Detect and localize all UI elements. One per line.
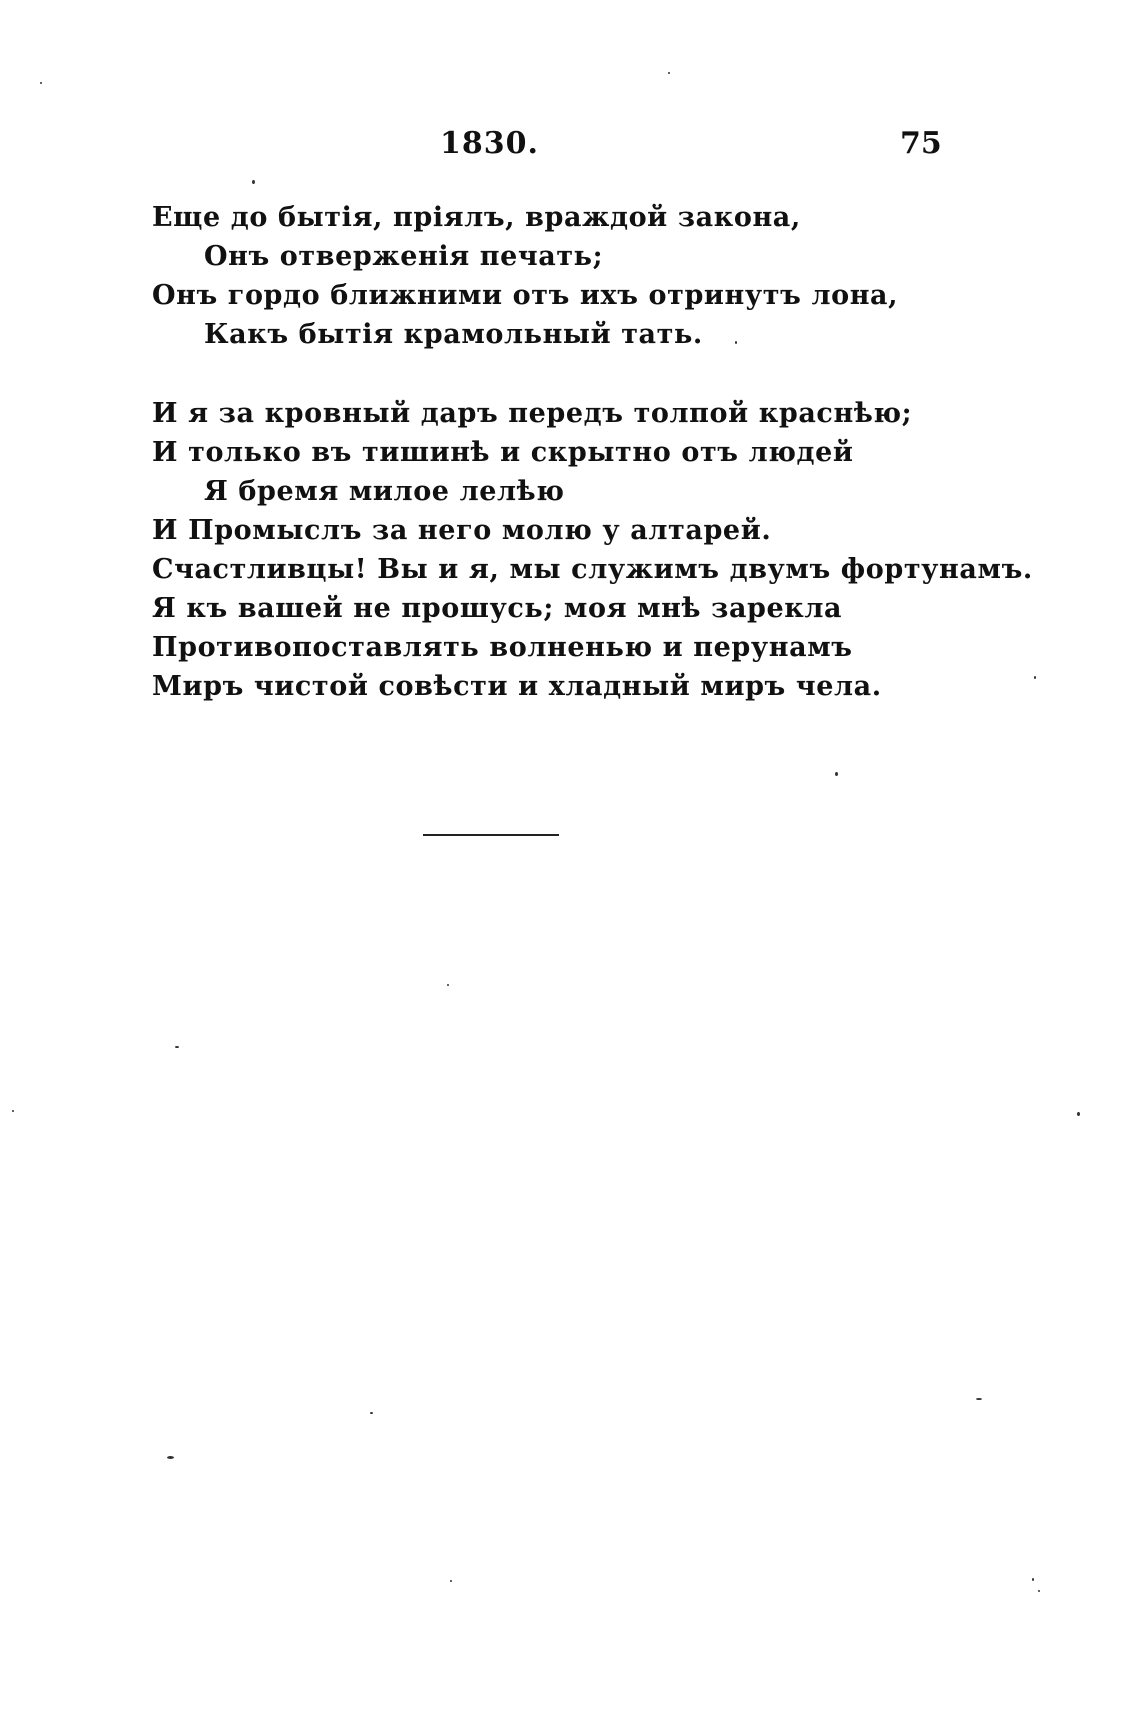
poem-line: И только въ тишинѣ и скрытно отъ людей [152, 437, 854, 468]
poem-line: Счастливцы! Вы и я, мы служимъ двумъ фортунамъ. [152, 554, 1033, 585]
scan-speck [167, 1456, 174, 1459]
scan-speck [735, 341, 737, 344]
end-rule-divider [423, 834, 559, 836]
scan-speck [1038, 1590, 1040, 1592]
page-number: 75 [900, 126, 942, 161]
scan-speck [1032, 1578, 1034, 1581]
scan-speck [1034, 676, 1036, 679]
poem-line: И я за кровный даръ передъ толпой краснѣю; [152, 398, 913, 429]
poem-line: И Промыслъ за него молю у алтарей. [152, 515, 772, 546]
poem-line: Я бремя милое лелѣю [204, 476, 565, 507]
running-header-year: 1830. [440, 126, 539, 161]
scan-speck [447, 984, 449, 986]
scan-speck [12, 1110, 14, 1112]
stanza-1 [152, 198, 1052, 354]
poem-line: Противопоставлять волненью и перунамъ [152, 632, 853, 663]
scan-speck [450, 1580, 452, 1582]
poem-line: Еще до бытія, прiялъ, враждой закона, [152, 202, 801, 233]
poem-line: Какъ бытія крамольный тать. [204, 319, 703, 350]
scan-speck [40, 82, 42, 84]
scan-speck [1077, 1112, 1080, 1116]
poem-line: Онъ отверженія печать; [204, 241, 604, 272]
scan-speck [252, 180, 255, 184]
scan-speck [835, 772, 838, 776]
scan-speck [370, 1412, 373, 1414]
poem-line: Я къ вашей не прошусь; моя мнѣ зарекла [152, 593, 843, 624]
scan-speck [976, 1398, 982, 1400]
poem-text [152, 198, 1052, 746]
stanza-2 [152, 394, 1052, 706]
scan-speck [668, 72, 670, 74]
scan-speck [175, 1046, 179, 1048]
poem-line: Миръ чистой совѣсти и хладный миръ чела. [152, 671, 882, 702]
poem-line: Онъ гордо ближними отъ ихъ отринутъ лона, [152, 280, 899, 311]
